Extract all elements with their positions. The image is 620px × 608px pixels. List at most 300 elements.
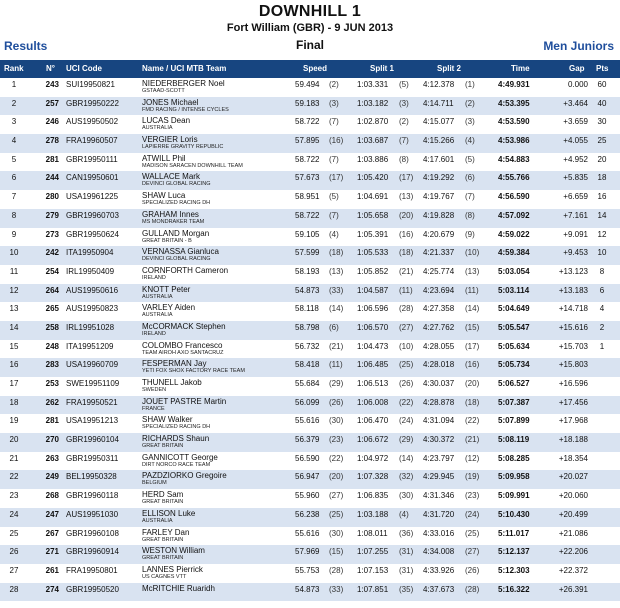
col-number: N° — [46, 64, 55, 73]
team-cell: IRELAND — [142, 330, 166, 337]
rider-name-cell: WESTON William — [142, 546, 205, 556]
team-cell: AUSTRALIA — [142, 312, 173, 319]
uci-code-cell: USA19960709 — [66, 360, 119, 370]
split2-cell: 4:20.679 — [423, 229, 455, 239]
rank-cell: 21 — [9, 453, 19, 463]
split2-cell: 4:25.774 — [423, 266, 455, 276]
split2-rank-cell: (7) — [465, 192, 475, 202]
uci-code-cell: GBR19960108 — [66, 528, 119, 538]
table-row — [0, 246, 620, 265]
rank-cell: 26 — [9, 547, 19, 557]
team-cell: LAPIERRE GRAVITY REPUBLIC — [142, 144, 224, 151]
uci-code-cell: GBR19950520 — [66, 584, 119, 594]
bib-number-cell: 263 — [45, 453, 59, 463]
split1-cell: 1:04.972 — [357, 453, 389, 463]
team-cell: GREAT BRITAIN — [142, 536, 184, 543]
split2-rank-cell: (13) — [465, 266, 480, 276]
bib-number-cell: 258 — [45, 322, 59, 332]
gap-cell: +22.206 — [558, 547, 588, 557]
speed-cell: 58.798 — [295, 322, 320, 332]
table-row — [0, 265, 620, 284]
split2-cell: 4:28.055 — [423, 341, 455, 351]
time-cell: 4:53.986 — [498, 136, 530, 146]
split1-rank-cell: (27) — [399, 322, 414, 332]
speed-cell: 56.379 — [295, 435, 320, 445]
speed-rank-cell: (18) — [329, 248, 344, 258]
gap-cell: +3.464 — [563, 98, 588, 108]
split1-cell: 1:03.188 — [357, 509, 389, 519]
rider-name-cell: NIEDERBERGER Noel — [142, 79, 225, 88]
speed-cell: 57.895 — [295, 136, 320, 146]
split2-cell: 4:28.018 — [423, 360, 455, 370]
speed-cell: 59.494 — [295, 80, 320, 89]
gap-cell: +20.499 — [558, 509, 588, 519]
split2-rank-cell: (22) — [465, 416, 480, 426]
table-row — [0, 433, 620, 452]
gap-cell: +4.952 — [563, 154, 588, 164]
split2-rank-cell: (3) — [465, 117, 475, 127]
table-header — [0, 60, 620, 78]
gap-cell: +5.835 — [563, 173, 588, 183]
speed-cell: 58.193 — [295, 266, 320, 276]
gap-cell: +9.453 — [563, 248, 588, 258]
split2-rank-cell: (4) — [465, 136, 475, 146]
table-row — [0, 545, 620, 564]
uci-code-cell: AUS19950616 — [66, 285, 119, 295]
bib-number-cell: 249 — [45, 472, 59, 482]
bib-number-cell: 267 — [45, 528, 59, 538]
table-row — [0, 78, 620, 97]
split1-rank-cell: (22) — [399, 397, 414, 407]
time-cell: 5:09.958 — [498, 472, 530, 482]
time-cell: 4:59.022 — [498, 229, 530, 239]
speed-rank-cell: (3) — [329, 98, 339, 108]
bib-number-cell: 247 — [45, 509, 59, 519]
col-rank: Rank — [4, 64, 24, 73]
rank-cell: 12 — [9, 285, 19, 295]
speed-rank-cell: (27) — [329, 491, 344, 501]
time-cell: 5:03.114 — [498, 285, 530, 295]
points-cell: 8 — [599, 266, 605, 276]
time-cell: 4:55.766 — [498, 173, 530, 183]
rider-name-cell: LUCAS Dean — [142, 116, 191, 126]
split1-cell: 1:03.331 — [357, 80, 389, 89]
time-cell: 5:09.991 — [498, 491, 530, 501]
team-cell: SPECIALIZED RACING DH — [142, 424, 211, 431]
time-cell: 4:59.384 — [498, 248, 530, 258]
bib-number-cell: 274 — [45, 584, 59, 594]
split2-rank-cell: (19) — [465, 472, 480, 482]
team-cell: SWEDEN — [142, 387, 167, 393]
rider-name-cell: THUNELL Jakob — [142, 378, 202, 387]
col-split1: Split 1 — [370, 64, 395, 73]
bib-number-cell: 248 — [45, 341, 59, 351]
results-table — [0, 78, 620, 601]
team-cell: GSTAAD-SCOTT — [142, 88, 185, 94]
points-cell: 4 — [599, 304, 605, 314]
team-cell: SPECIALIZED RACING DH — [142, 200, 211, 207]
rider-name-cell: COLOMBO Francesco — [142, 340, 223, 350]
uci-code-cell: GBR19950222 — [66, 98, 119, 108]
rider-name-cell: McCORMACK Stephen — [142, 321, 226, 331]
rider-name-cell: WALLACE Mark — [142, 172, 200, 182]
bib-number-cell: 264 — [45, 285, 59, 295]
uci-code-cell: FRA19950521 — [66, 397, 118, 407]
split2-rank-cell: (28) — [465, 584, 480, 594]
table-row — [0, 377, 620, 396]
split2-rank-cell: (18) — [465, 397, 480, 407]
team-cell: YETI FOX SHOX FACTORY RACE TEAM — [142, 368, 245, 375]
table-row — [0, 302, 620, 321]
rider-name-cell: PAZDZIORKO Gregoire — [142, 471, 227, 481]
table-row — [0, 470, 620, 489]
speed-cell: 55.684 — [295, 379, 320, 388]
split1-rank-cell: (16) — [399, 229, 414, 239]
points-cell: 1 — [599, 341, 605, 351]
team-cell: DEVINCI GLOBAL RACING — [142, 256, 211, 263]
col-pts: Pts — [596, 64, 609, 73]
team-cell: IRELAND — [142, 274, 166, 281]
split1-rank-cell: (20) — [399, 210, 414, 220]
split2-cell: 4:30.372 — [423, 435, 455, 445]
uci-code-cell: FRA19950801 — [66, 565, 118, 575]
speed-cell: 58.951 — [295, 192, 320, 202]
bib-number-cell: 279 — [45, 210, 59, 220]
team-cell: AUSTRALIA — [142, 125, 173, 132]
uci-code-cell: AUS19950502 — [66, 117, 119, 127]
split1-rank-cell: (2) — [399, 117, 409, 127]
speed-rank-cell: (20) — [329, 472, 344, 482]
split1-rank-cell: (3) — [399, 98, 409, 108]
uci-code-cell: ITA19951209 — [66, 341, 114, 351]
split1-rank-cell: (35) — [399, 584, 414, 594]
table-row — [0, 171, 620, 190]
uci-code-cell: USA19951213 — [66, 416, 119, 426]
speed-rank-cell: (4) — [329, 229, 339, 239]
split2-cell: 4:17.601 — [423, 154, 455, 164]
rider-name-cell: GULLAND Morgan — [142, 228, 210, 238]
rider-name-cell: FESPERMAN Jay — [142, 359, 207, 369]
split2-cell: 4:28.878 — [423, 397, 455, 407]
event-title: DOWNHILL 1 — [258, 3, 362, 20]
split2-rank-cell: (12) — [465, 453, 480, 463]
split2-rank-cell: (1) — [465, 80, 475, 89]
gap-cell: +7.161 — [563, 210, 588, 220]
gap-cell: +18.188 — [558, 435, 588, 445]
gap-cell: +26.391 — [558, 584, 588, 594]
split2-rank-cell: (20) — [465, 379, 480, 388]
split1-cell: 1:07.153 — [357, 565, 389, 575]
table-row — [0, 134, 620, 153]
split1-cell: 1:05.533 — [357, 248, 389, 258]
uci-code-cell: ITA19950904 — [66, 248, 114, 258]
split2-cell: 4:23.694 — [423, 285, 455, 295]
gap-cell: +13.123 — [558, 266, 588, 276]
table-row — [0, 414, 620, 433]
gap-cell: +14.718 — [558, 304, 588, 314]
gap-cell: +13.183 — [558, 285, 588, 295]
split2-rank-cell: (14) — [465, 304, 480, 314]
split2-rank-cell: (8) — [465, 210, 475, 220]
split2-cell: 4:29.945 — [423, 472, 455, 482]
rank-cell: 22 — [9, 472, 19, 482]
rider-name-cell: JOUET PASTRE Martin — [142, 396, 227, 406]
uci-code-cell: GBR19950624 — [66, 229, 119, 239]
split2-cell: 4:12.378 — [423, 80, 455, 89]
rank-cell: 16 — [9, 360, 19, 370]
split1-cell: 1:04.587 — [357, 285, 389, 295]
speed-rank-cell: (5) — [329, 192, 339, 202]
split2-rank-cell: (27) — [465, 547, 480, 557]
points-cell: 60 — [597, 80, 607, 89]
bib-number-cell: 265 — [45, 304, 59, 314]
split1-rank-cell: (14) — [399, 453, 414, 463]
split2-rank-cell: (26) — [465, 565, 480, 575]
speed-rank-cell: (16) — [329, 136, 344, 146]
split2-rank-cell: (10) — [465, 248, 480, 258]
gap-cell: +17.456 — [558, 397, 588, 407]
gap-cell: 0.000 — [567, 80, 588, 89]
split2-rank-cell: (21) — [465, 435, 480, 445]
bib-number-cell: 268 — [45, 491, 59, 501]
split1-cell: 1:06.470 — [357, 416, 389, 426]
split1-rank-cell: (36) — [399, 528, 414, 538]
uci-code-cell: BEL19950328 — [66, 472, 117, 482]
rank-cell: 9 — [11, 229, 17, 239]
split1-rank-cell: (5) — [399, 80, 409, 89]
time-cell: 4:54.883 — [498, 154, 530, 164]
uci-code-cell: SWE19951109 — [66, 379, 120, 388]
split2-rank-cell: (24) — [465, 509, 480, 519]
gap-cell: +3.659 — [563, 117, 588, 127]
speed-cell: 56.590 — [295, 453, 320, 463]
speed-cell: 58.722 — [295, 117, 320, 127]
gap-cell: +15.803 — [558, 360, 588, 370]
uci-code-cell: AUS19950823 — [66, 304, 119, 314]
speed-cell: 58.722 — [295, 210, 320, 220]
points-cell: 16 — [597, 192, 607, 202]
rider-name-cell: ATWILL Phil — [142, 153, 186, 163]
gap-cell: +18.354 — [558, 453, 588, 463]
rank-cell: 24 — [9, 509, 19, 519]
split2-cell: 4:31.346 — [423, 491, 455, 501]
gap-cell: +20.060 — [558, 491, 588, 501]
speed-rank-cell: (25) — [329, 509, 344, 519]
table-row — [0, 321, 620, 340]
gap-cell: +4.055 — [563, 136, 588, 146]
uci-code-cell: IRL19950409 — [66, 266, 115, 276]
rank-cell: 4 — [11, 136, 17, 146]
rider-name-cell: JONES Michael — [142, 97, 199, 107]
split1-cell: 1:06.835 — [357, 491, 389, 501]
gap-cell: +20.027 — [558, 472, 588, 482]
gap-cell: +16.596 — [558, 379, 588, 388]
results-label: Results — [4, 39, 48, 53]
speed-rank-cell: (33) — [329, 584, 344, 594]
speed-cell: 56.238 — [295, 509, 320, 519]
team-cell: FRANCE — [142, 405, 165, 412]
split1-cell: 1:06.513 — [357, 379, 389, 388]
split2-cell: 4:19.828 — [423, 210, 455, 220]
points-cell: 18 — [597, 173, 607, 183]
table-row — [0, 508, 620, 527]
bib-number-cell: 253 — [45, 379, 59, 388]
speed-cell: 57.969 — [295, 547, 320, 557]
split1-rank-cell: (25) — [399, 360, 414, 370]
rank-cell: 25 — [9, 528, 19, 538]
split2-cell: 4:33.016 — [423, 528, 455, 538]
split2-cell: 4:19.767 — [423, 192, 455, 202]
uci-code-cell: SUI19950821 — [66, 80, 115, 89]
rank-cell: 2 — [11, 98, 17, 108]
split2-rank-cell: (25) — [465, 528, 480, 538]
time-cell: 5:07.387 — [498, 397, 530, 407]
split1-cell: 1:07.255 — [357, 547, 389, 557]
team-cell: DIRT NORCO RACE TEAM — [142, 461, 211, 468]
col-uci-code: UCI Code — [66, 64, 102, 73]
split1-cell: 1:05.852 — [357, 266, 389, 276]
split1-cell: 1:04.691 — [357, 192, 389, 202]
split1-rank-cell: (31) — [399, 547, 414, 557]
uci-code-cell: GBR19960104 — [66, 435, 119, 445]
table-row — [0, 209, 620, 228]
bib-number-cell: 280 — [45, 192, 59, 202]
rider-name-cell: KNOTT Peter — [142, 284, 191, 294]
speed-cell: 57.673 — [295, 173, 320, 183]
bib-number-cell: 281 — [45, 416, 59, 426]
split2-rank-cell: (23) — [465, 491, 480, 501]
team-cell: TEAM AIROH AXO SANTACRUZ — [142, 349, 224, 356]
uci-code-cell: GBR19950111 — [66, 154, 118, 164]
split1-rank-cell: (7) — [399, 136, 409, 146]
split1-cell: 1:07.851 — [357, 584, 389, 594]
split2-cell: 4:14.711 — [423, 98, 454, 108]
bib-number-cell: 262 — [45, 397, 59, 407]
speed-cell: 55.753 — [295, 565, 320, 575]
split1-cell: 1:05.391 — [357, 229, 389, 239]
team-cell: FMD RACING / INTENSE CYCLES — [142, 106, 229, 113]
time-cell: 4:49.931 — [498, 80, 530, 89]
rank-cell: 27 — [9, 565, 19, 575]
split1-rank-cell: (30) — [399, 491, 414, 501]
time-cell: 5:05.547 — [498, 322, 530, 332]
points-cell: 14 — [597, 210, 607, 220]
table-row — [0, 97, 620, 116]
points-cell: 20 — [597, 154, 607, 164]
rank-cell: 18 — [9, 397, 19, 407]
uci-code-cell: AUS19951030 — [66, 509, 119, 519]
time-cell: 5:08.119 — [498, 435, 530, 445]
points-cell: 30 — [597, 117, 607, 127]
speed-rank-cell: (28) — [329, 565, 344, 575]
bib-number-cell: 283 — [45, 360, 59, 370]
rider-name-cell: FARLEY Dan — [142, 527, 190, 537]
team-cell: GREAT BRITAIN - B — [142, 237, 192, 244]
rider-name-cell: VERGIER Loris — [142, 135, 198, 145]
table-row — [0, 358, 620, 377]
gap-cell: +15.616 — [558, 322, 588, 332]
split1-cell: 1:06.596 — [357, 304, 389, 314]
split2-rank-cell: (5) — [465, 154, 475, 164]
time-cell: 4:53.395 — [498, 98, 530, 108]
speed-rank-cell: (33) — [329, 285, 344, 295]
team-cell: GREAT BRITAIN — [142, 499, 184, 506]
time-cell: 5:05.634 — [498, 341, 530, 351]
rider-name-cell: GANNICOTT George — [142, 452, 218, 462]
split2-cell: 4:33.926 — [423, 565, 455, 575]
split1-cell: 1:08.011 — [357, 528, 388, 538]
split1-cell: 1:07.328 — [357, 472, 389, 482]
speed-cell: 59.183 — [295, 98, 320, 108]
rank-cell: 23 — [9, 491, 19, 501]
table-row — [0, 489, 620, 508]
split2-rank-cell: (11) — [465, 285, 479, 295]
time-cell: 5:12.137 — [498, 547, 530, 557]
split1-rank-cell: (10) — [399, 341, 414, 351]
split2-rank-cell: (6) — [465, 173, 475, 183]
team-cell: GREAT BRITAIN — [142, 555, 184, 562]
rider-name-cell: RICHARDS Shaun — [142, 434, 210, 444]
split1-cell: 1:06.672 — [357, 435, 389, 445]
speed-cell: 59.105 — [295, 229, 320, 239]
speed-rank-cell: (15) — [329, 547, 344, 557]
split1-cell: 1:04.473 — [357, 341, 389, 351]
speed-rank-cell: (21) — [329, 341, 344, 351]
table-row — [0, 564, 620, 583]
speed-cell: 54.873 — [295, 285, 320, 295]
split1-rank-cell: (28) — [399, 304, 414, 314]
points-cell: 2 — [599, 322, 605, 332]
speed-cell: 55.960 — [295, 491, 320, 501]
split1-rank-cell: (29) — [399, 435, 414, 445]
rider-name-cell: SHAW Walker — [142, 415, 193, 425]
table-row — [0, 190, 620, 209]
rider-name-cell: VARLEY Aiden — [142, 303, 196, 313]
rider-name-cell: CORNFORTH Cameron — [142, 265, 229, 275]
gap-cell: +17.968 — [558, 416, 588, 426]
gap-cell: +6.659 — [563, 192, 588, 202]
rank-cell: 3 — [11, 117, 17, 127]
rider-name-cell: ELLISON Luke — [142, 508, 196, 518]
speed-rank-cell: (13) — [329, 266, 344, 276]
bib-number-cell: 271 — [45, 547, 59, 557]
bib-number-cell: 242 — [45, 248, 59, 258]
rank-cell: 7 — [11, 192, 17, 202]
speed-cell: 58.118 — [295, 304, 319, 314]
rider-name-cell: HERD Sam — [142, 490, 184, 500]
speed-rank-cell: (26) — [329, 397, 344, 407]
table-row — [0, 583, 620, 602]
split2-rank-cell: (2) — [465, 98, 475, 108]
time-cell: 5:10.430 — [498, 509, 530, 519]
split1-cell: 1:06.570 — [357, 322, 389, 332]
team-cell: MADISON SARACEN DOWNHILL TEAM — [142, 162, 243, 169]
speed-cell: 55.616 — [295, 528, 320, 538]
split2-cell: 4:21.337 — [423, 248, 455, 258]
table-row — [0, 452, 620, 471]
speed-cell: 56.099 — [295, 397, 320, 407]
gap-cell: +22.372 — [558, 565, 588, 575]
col-time: Time — [511, 64, 530, 73]
table-row — [0, 115, 620, 134]
split2-cell: 4:27.762 — [423, 322, 455, 332]
uci-code-cell: CAN19950601 — [66, 173, 119, 183]
time-cell: 5:04.649 — [498, 304, 530, 314]
split1-rank-cell: (11) — [399, 285, 413, 295]
rank-cell: 10 — [9, 248, 19, 258]
rank-cell: 6 — [11, 173, 17, 183]
split2-cell: 4:27.358 — [423, 304, 455, 314]
